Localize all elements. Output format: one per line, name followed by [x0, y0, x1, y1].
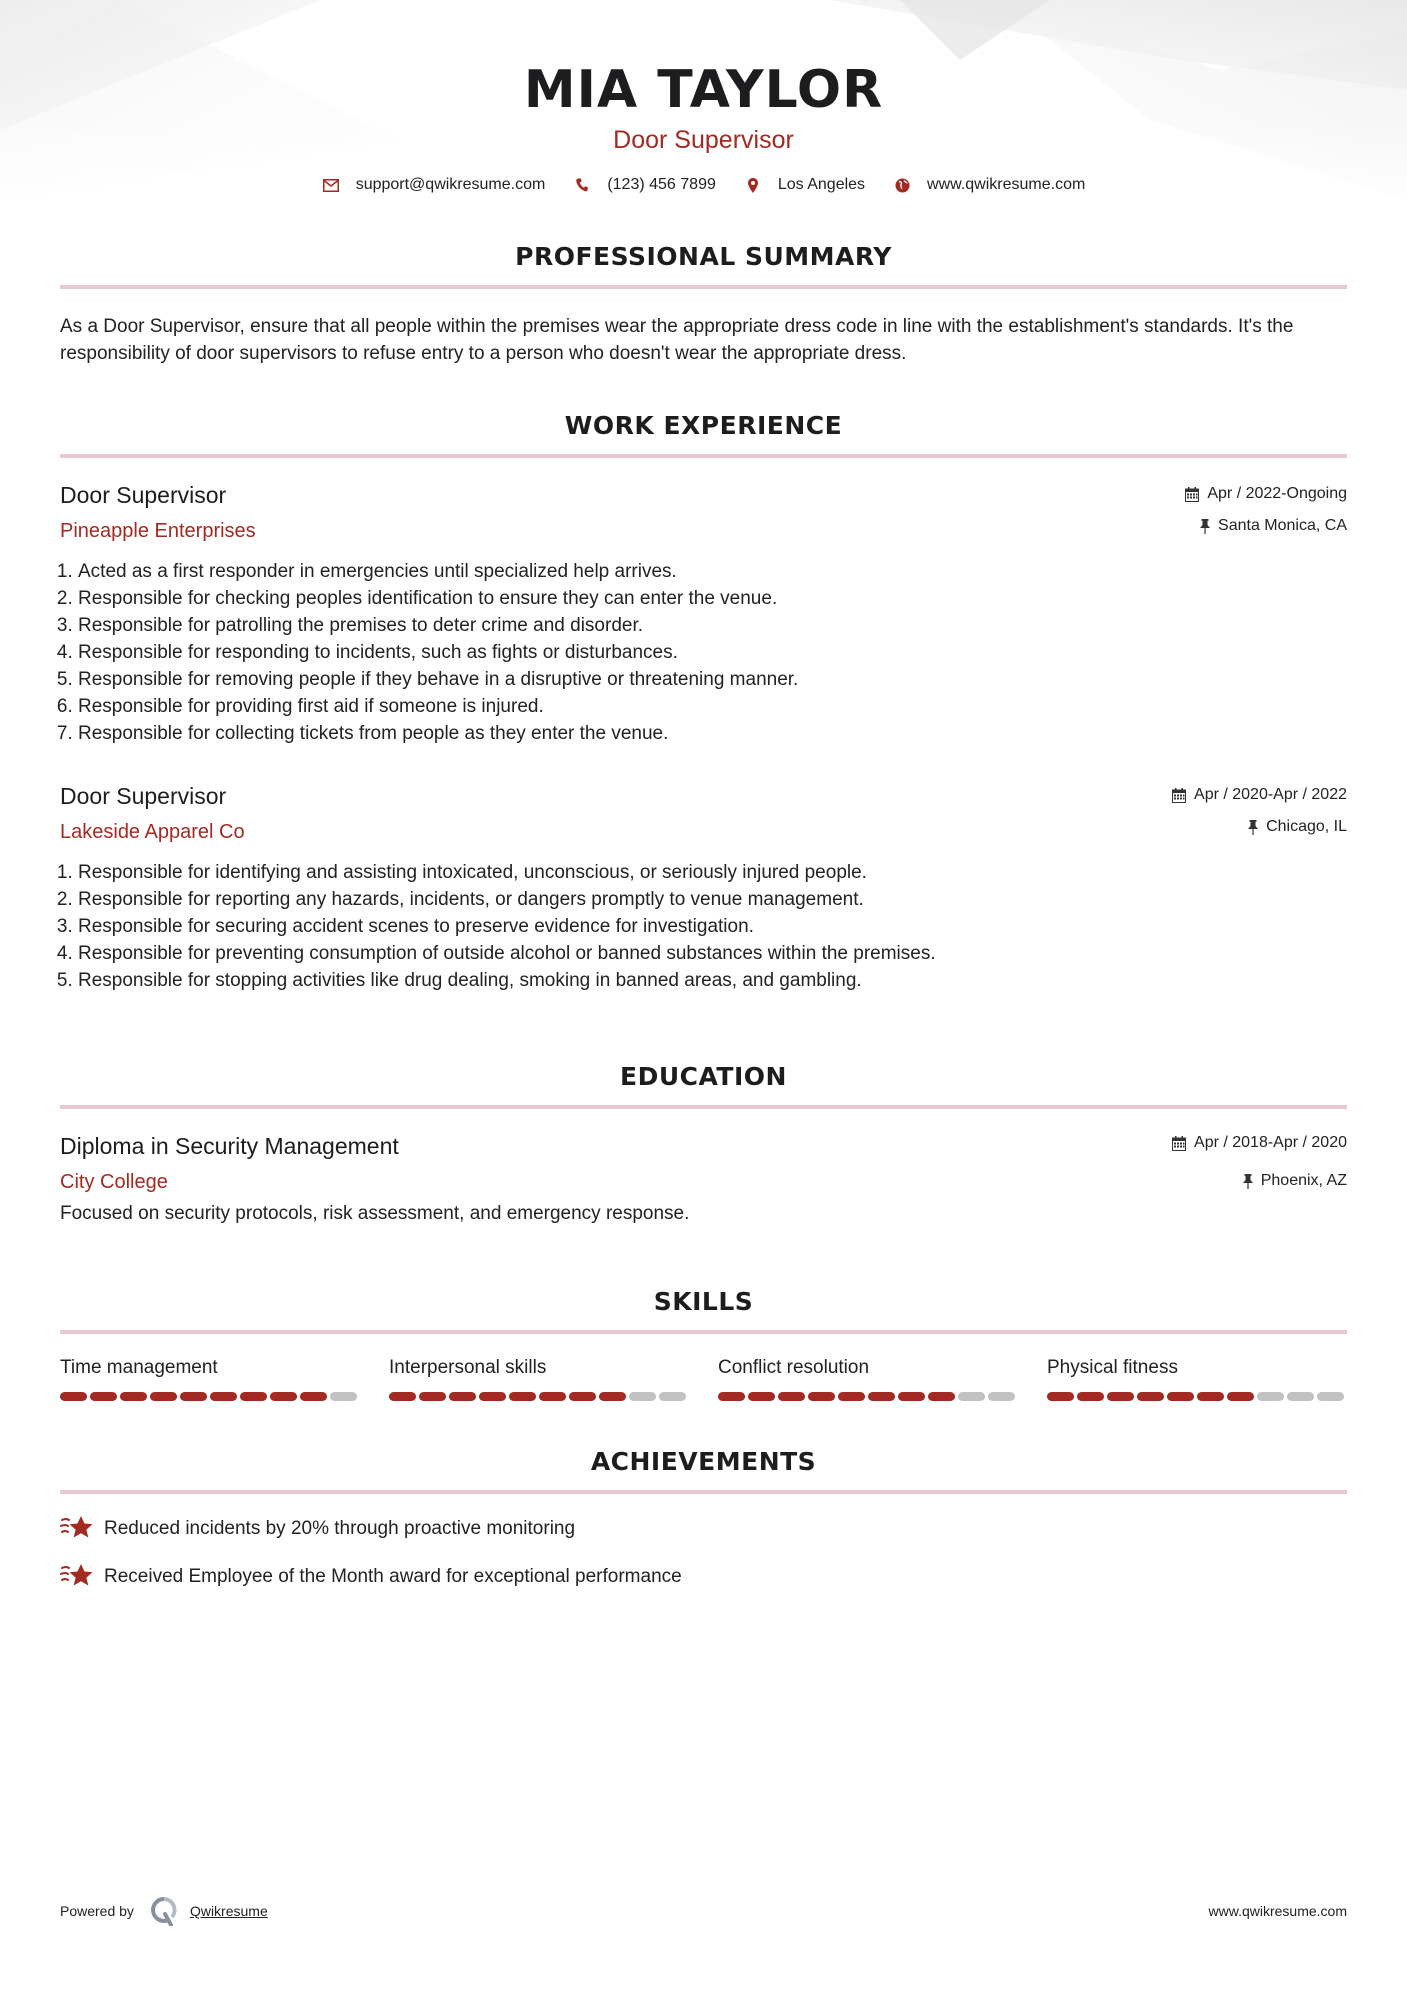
skill-rating-segment [1167, 1392, 1194, 1401]
company-name: Lakeside Apparel Co [60, 821, 245, 843]
skill-rating-bar [1047, 1392, 1347, 1401]
list-item: 4. Responsible for responding to incidents, such as fights or disturbances. [78, 639, 1347, 666]
skill-rating-segment [599, 1392, 626, 1401]
skill-rating-segment [419, 1392, 446, 1401]
calendar-icon [1172, 1136, 1186, 1151]
skill-rating-segment [1257, 1392, 1284, 1401]
list-item: 5. Responsible for removing people if they behave in a disruptive or threatening manner. [78, 666, 1347, 693]
skill-rating-segment [718, 1392, 745, 1401]
experience-section [60, 411, 1347, 994]
list-item: 1. Responsible for identifying and assisting intoxicated, unconscious, or seriously injured people. [78, 859, 1347, 886]
skill-rating-segment [150, 1392, 177, 1401]
education-description: Focused on security protocols, risk assessment, and emergency response. [60, 1203, 690, 1224]
section-divider [60, 1330, 1347, 1334]
skill-rating-segment [240, 1392, 267, 1401]
contact-bar [60, 176, 1347, 194]
list-item: 2. Responsible for reporting any hazards, incidents, or dangers promptly to venue management. [78, 886, 1347, 913]
job-role: Door Supervisor [60, 482, 227, 508]
list-item: 3. Responsible for securing accident scenes to preserve evidence for investigation. [78, 913, 1347, 940]
skills-section [60, 1287, 1347, 1401]
skill-rating-segment [958, 1392, 985, 1401]
achievement-list [60, 1514, 1347, 1592]
company-name: Pineapple Enterprises [60, 520, 256, 542]
footer-website[interactable]: www.qwikresume.com [1208, 1903, 1347, 1919]
achievement-text: Received Employee of the Month award for exceptional performance [104, 1566, 682, 1587]
email-text: support@qwikresume.com [355, 176, 546, 193]
candidate-title: Door Supervisor [613, 126, 794, 154]
education-dates: Apr / 2018-Apr / 2020 [1194, 1134, 1347, 1151]
pushpin-icon [1243, 1174, 1253, 1189]
phone-text: (123) 456 7899 [607, 176, 716, 193]
summary-text: As a Door Supervisor, ensure that all people within the premises wear the appropriate dress code in line with the establishment's standards. It's the responsibility of door supervisors to refuse entry to a person who doesn't wear the appropriate dress. [60, 316, 1294, 364]
skill-rating-segment [389, 1392, 416, 1401]
skill-rating-segment [1287, 1392, 1314, 1401]
shooting-star-icon [60, 1514, 94, 1544]
list-item: 4. Responsible for preventing consumption of outside alcohol or banned substances within the premises. [78, 940, 1347, 967]
education-section [60, 1062, 1347, 1225]
skill-rating-segment [479, 1392, 506, 1401]
section-divider [60, 285, 1347, 289]
phone-icon [573, 176, 591, 194]
list-item: 6. Responsible for providing first aid if someone is injured. [78, 693, 1347, 720]
qwikresume-link[interactable]: Qwikresume [189, 1903, 268, 1919]
skill-rating-segment [838, 1392, 865, 1401]
pushpin-icon [1200, 519, 1210, 534]
skill-item [1047, 1356, 1347, 1401]
job-location: Chicago, IL [1266, 818, 1347, 835]
skill-rating-bar [718, 1392, 1018, 1401]
job-dates: Apr / 2022-Ongoing [1207, 485, 1347, 502]
skill-name: Conflict resolution [718, 1357, 870, 1378]
achievement-text: Reduced incidents by 20% through proactive monitoring [104, 1518, 576, 1539]
pushpin-icon [1248, 820, 1258, 835]
section-heading: EDUCATION [620, 1062, 787, 1091]
responsibility-list [60, 859, 1347, 994]
list-item: 5. Responsible for stopping activities like drug dealing, smoking in banned areas, and gambling. [78, 967, 1347, 994]
skill-rating-segment [569, 1392, 596, 1401]
globe-icon [893, 176, 911, 194]
section-divider [60, 1105, 1347, 1109]
skill-rating-segment [1137, 1392, 1164, 1401]
skill-rating-bar [60, 1392, 360, 1401]
skill-rating-segment [539, 1392, 566, 1401]
skill-name: Physical fitness [1047, 1357, 1178, 1378]
skill-item [389, 1356, 689, 1401]
school-name: City College [60, 1171, 168, 1193]
contact-email[interactable] [322, 176, 546, 194]
contact-phone[interactable] [573, 176, 716, 194]
skill-rating-segment [778, 1392, 805, 1401]
skill-rating-segment [180, 1392, 207, 1401]
skill-rating-segment [120, 1392, 147, 1401]
job-dates: Apr / 2020-Apr / 2022 [1194, 786, 1347, 803]
skill-rating-segment [928, 1392, 955, 1401]
envelope-icon [322, 176, 340, 194]
contact-location [744, 176, 865, 194]
page-footer [60, 1896, 1347, 1926]
skill-rating-segment [629, 1392, 656, 1401]
skill-rating-segment [808, 1392, 835, 1401]
skill-rating-segment [1107, 1392, 1134, 1401]
section-divider [60, 1490, 1347, 1494]
skill-rating-segment [449, 1392, 476, 1401]
section-heading: WORK EXPERIENCE [564, 411, 843, 440]
skills-grid [60, 1356, 1347, 1401]
summary-section [60, 242, 1347, 367]
list-item: 2. Responsible for checking peoples identification to ensure they can enter the venue. [78, 585, 1347, 612]
skill-rating-segment [210, 1392, 237, 1401]
section-heading: ACHIEVEMENTS [590, 1447, 817, 1476]
skill-rating-segment [300, 1392, 327, 1401]
skill-rating-segment [898, 1392, 925, 1401]
skill-rating-bar [389, 1392, 689, 1401]
skill-rating-segment [659, 1392, 686, 1401]
skill-rating-segment [1077, 1392, 1104, 1401]
achievement-item [60, 1562, 1347, 1592]
skill-name: Time management [60, 1357, 218, 1378]
candidate-name: MIA TAYLOR [523, 60, 884, 120]
job-role: Door Supervisor [60, 783, 227, 809]
contact-website[interactable] [893, 176, 1085, 194]
skill-rating-segment [1047, 1392, 1074, 1401]
powered-by-label: Powered by [60, 1903, 134, 1919]
list-item: 7. Responsible for collecting tickets from people as they enter the venue. [78, 720, 1347, 747]
section-heading: PROFESSIONAL SUMMARY [515, 242, 892, 271]
responsibility-list [60, 558, 1347, 747]
skill-item [718, 1356, 1018, 1401]
skill-rating-segment [748, 1392, 775, 1401]
list-item: 3. Responsible for patrolling the premises to deter crime and disorder. [78, 612, 1347, 639]
skill-name: Interpersonal skills [389, 1357, 547, 1378]
skill-rating-segment [90, 1392, 117, 1401]
education-location: Phoenix, AZ [1260, 1172, 1347, 1189]
skill-rating-segment [509, 1392, 536, 1401]
list-item: 1. Acted as a first responder in emergencies until specialized help arrives. [78, 558, 1347, 585]
skill-rating-segment [868, 1392, 895, 1401]
section-divider [60, 454, 1347, 458]
achievements-section [60, 1447, 1347, 1592]
map-marker-icon [744, 176, 762, 194]
qwikresume-logo-icon [150, 1896, 178, 1926]
website-text: www.qwikresume.com [927, 176, 1086, 193]
resume-header [60, 0, 1347, 194]
achievement-item [60, 1514, 1347, 1544]
experience-entry [60, 781, 1347, 994]
degree-name: Diploma in Security Management [60, 1133, 399, 1159]
job-location: Santa Monica, CA [1218, 517, 1347, 534]
calendar-icon [1185, 487, 1199, 502]
skill-rating-segment [60, 1392, 87, 1401]
skill-rating-segment [988, 1392, 1015, 1401]
experience-entry [60, 480, 1347, 747]
skill-rating-segment [1227, 1392, 1254, 1401]
shooting-star-icon [60, 1562, 94, 1592]
skill-rating-segment [1317, 1392, 1344, 1401]
skill-rating-segment [330, 1392, 357, 1401]
skill-rating-segment [1197, 1392, 1224, 1401]
education-entry [60, 1131, 1347, 1225]
skill-item [60, 1356, 360, 1401]
location-text: Los Angeles [777, 176, 866, 193]
skill-rating-segment [270, 1392, 297, 1401]
calendar-icon [1172, 788, 1186, 803]
section-heading: SKILLS [653, 1287, 754, 1316]
